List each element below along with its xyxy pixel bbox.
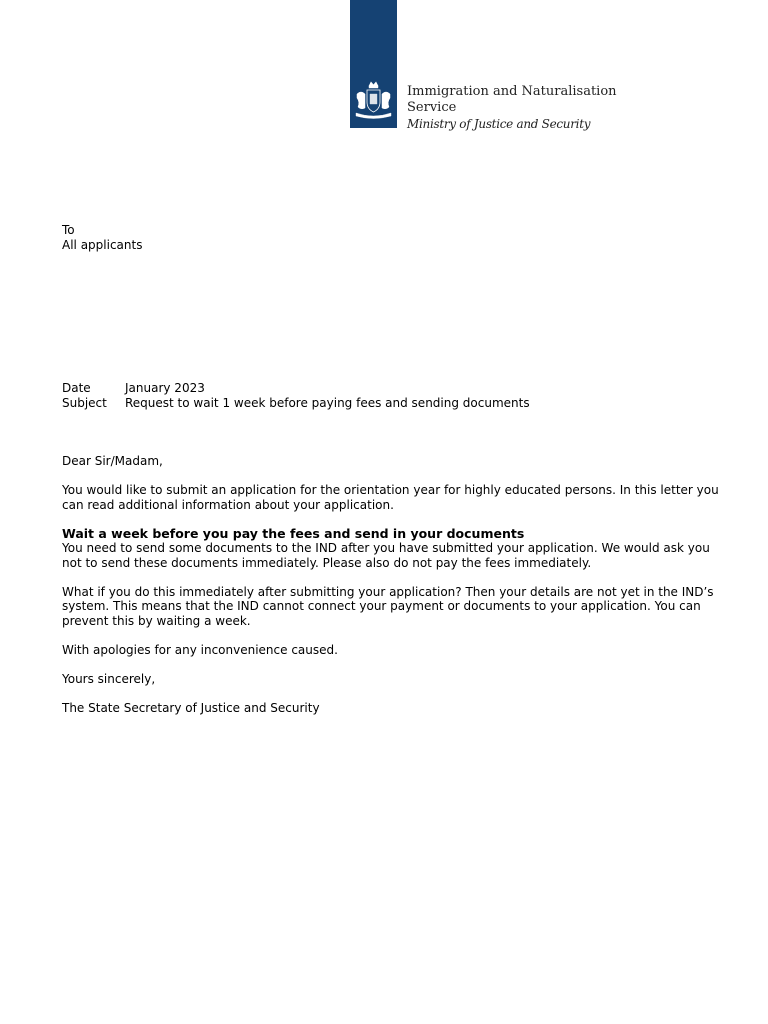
org-name-line2: Service: [407, 100, 457, 115]
explanation-paragraph: [62, 585, 712, 629]
signatory-text: The State Secretary of Justice and Security: [62, 700, 320, 715]
paragraph-line: not to send these documents immediately. Please also do not pay the fees immediately.: [62, 555, 592, 570]
closing-text: Yours sincerely,: [62, 671, 156, 686]
paragraph-line: system. This means that the IND cannot connect your payment or documents to your application. You can: [62, 599, 701, 613]
subject-row: [62, 396, 530, 411]
recipient-block: [62, 223, 142, 252]
ministry-name: Ministry of Justice and Security: [407, 117, 591, 131]
section-paragraph: [62, 527, 712, 571]
paragraph-line: prevent this by waiting a week.: [62, 613, 251, 628]
apology-text: With apologies for any inconvenience caused.: [62, 642, 338, 657]
paragraph-line: You need to send some documents to the IND after you have submitted your application. We would ask you: [62, 541, 710, 555]
intro-line: You would like to submit an application for the orientation year for highly educated persons. In this letter you: [62, 483, 719, 497]
signatory-paragraph: [62, 701, 712, 716]
netherlands-coat-of-arms-icon: [352, 80, 395, 120]
salutation: [62, 454, 712, 469]
date-value: January 2023: [125, 381, 205, 395]
paragraph-line: What if you do this immediately after submitting your application? Then your details are not yet in the IND’s: [62, 584, 714, 599]
intro-paragraph: [62, 483, 719, 512]
apology-paragraph: [62, 643, 712, 658]
recipient-name: All applicants: [62, 237, 143, 252]
section-heading: Wait a week before you pay the fees and send in your documents: [62, 525, 525, 541]
salutation-text: Dear Sir/Madam,: [62, 454, 163, 468]
date-row: [62, 381, 530, 396]
ministry-logo-bar: [350, 0, 397, 128]
organisation-name: [407, 84, 617, 133]
subject-value: Request to wait 1 week before paying fees and sending documents: [125, 395, 530, 410]
org-name-line1: Immigration and Naturalisation: [407, 84, 617, 99]
intro-line: can read additional information about your application.: [62, 497, 394, 512]
recipient-label: To: [62, 223, 75, 237]
closing-paragraph: [62, 672, 712, 687]
subject-label: Subject: [62, 395, 107, 410]
date-label: Date: [62, 381, 91, 395]
letter-body: [62, 454, 719, 730]
letter-meta: [62, 381, 530, 410]
